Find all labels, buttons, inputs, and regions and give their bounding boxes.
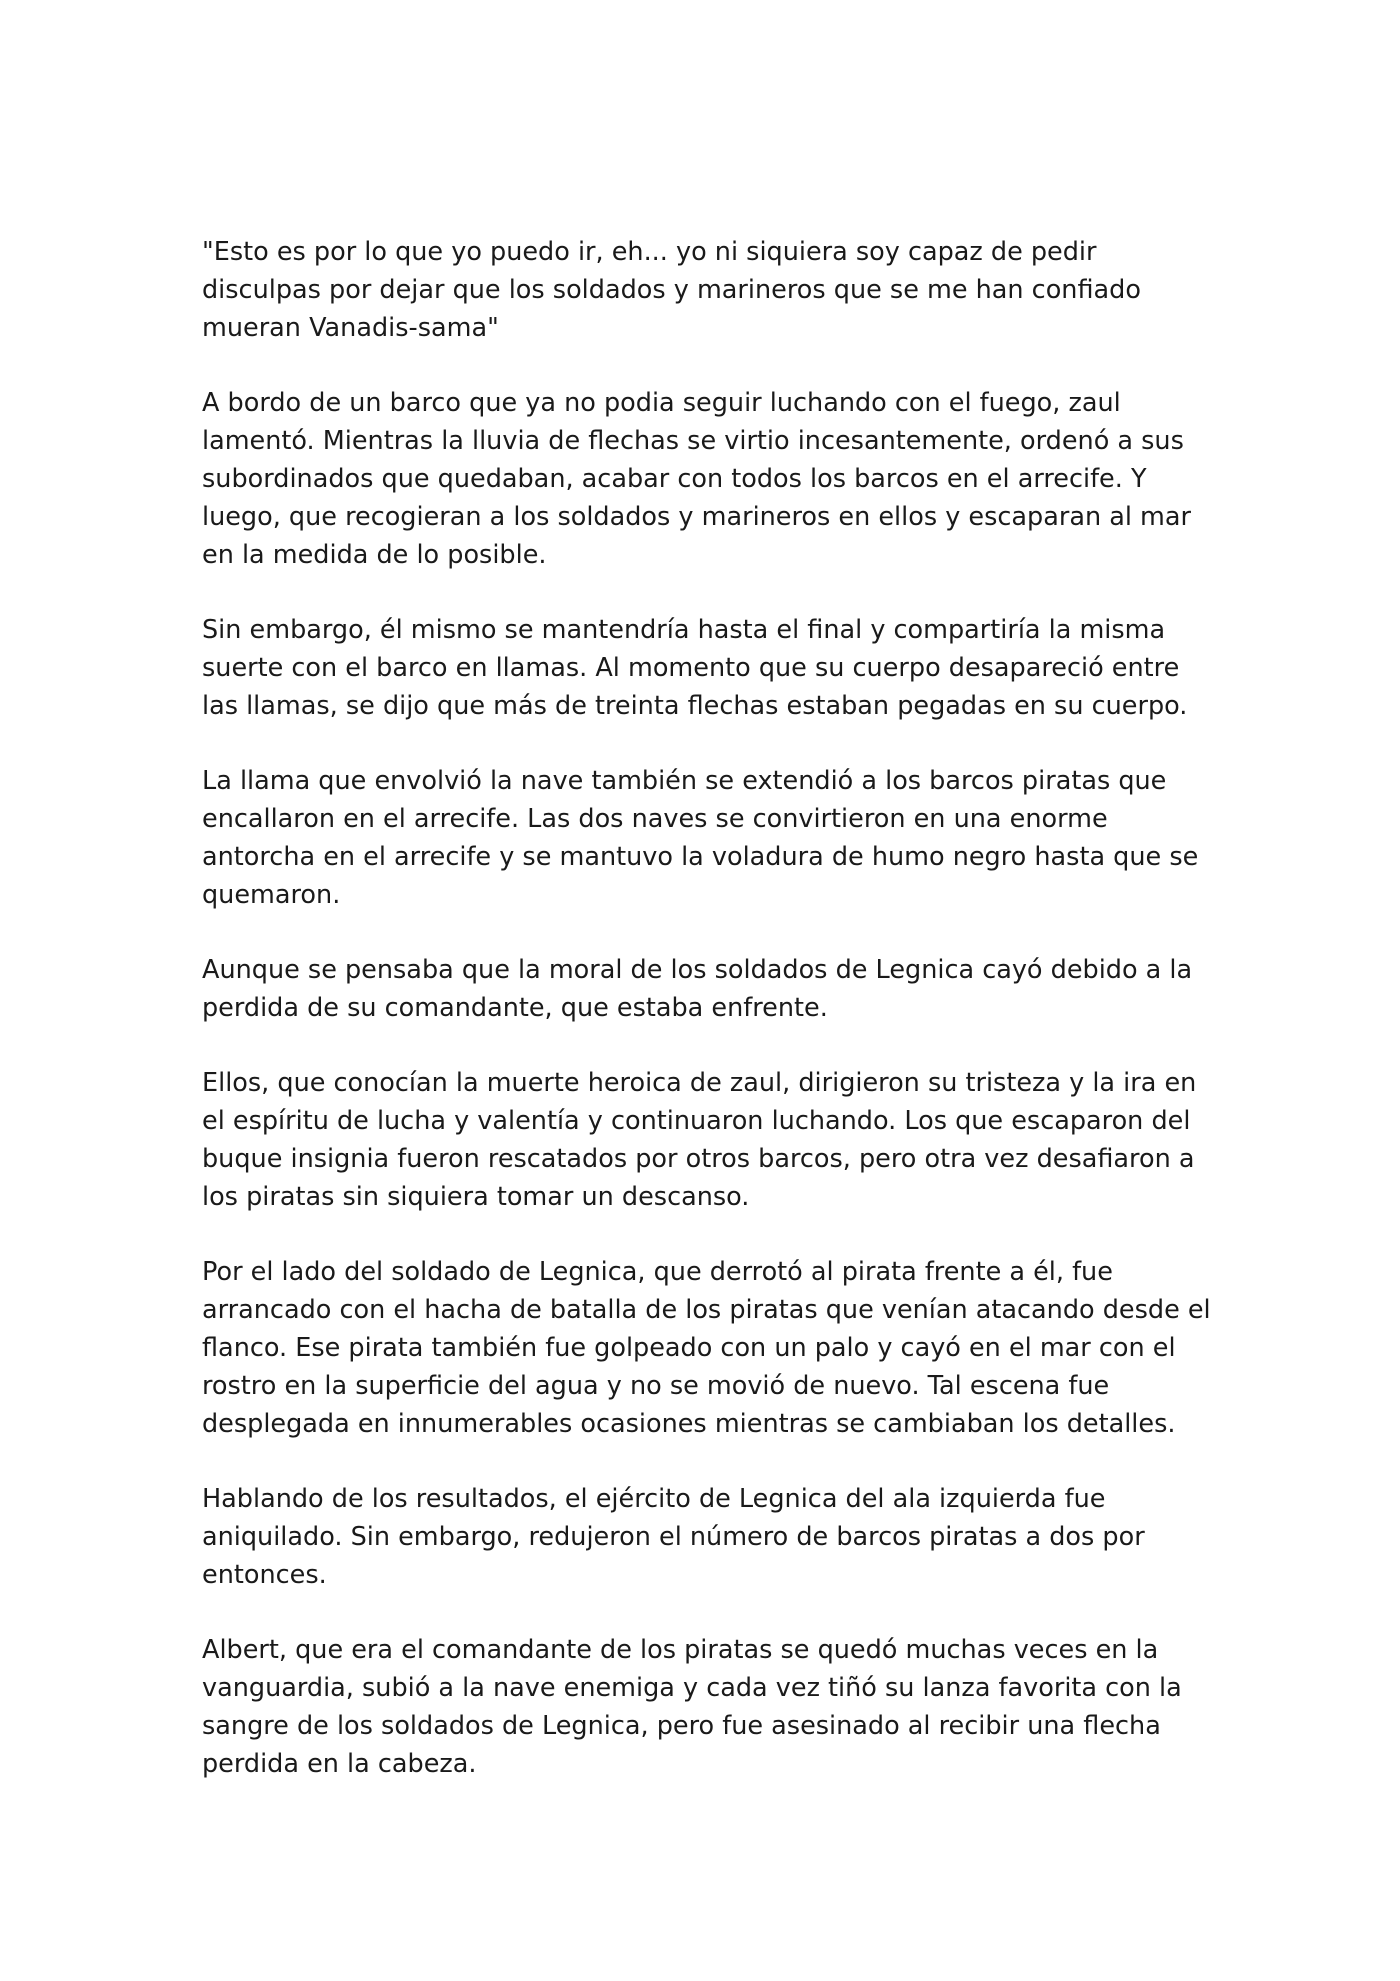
paragraph-9: Albert, que era el comandante de los piratas se quedó muchas veces en la vanguardia, subió a la nave enemiga y cada vez tiñó su lanza favorita con la sangre de los soldados de Legnica, pero fue asesinado al recibir una flecha perdida en la cabeza.	[202, 1635, 1182, 1779]
paragraph-3: Sin embargo, él mismo se mantendría hasta el final y compartiría la misma suerte con el barco en llamas. Al momento que su cuerpo desapareció entre las llamas, se dijo que más de treinta flechas estaban pegadas en su cuerpo.	[202, 615, 1188, 721]
paragraph-4: La llama que envolvió la nave también se extendió a los barcos piratas que encallaron en el arrecife. Las dos naves se convirtieron en una enorme antorcha en el arrecife y se mantuvo la voladura de humo negro hasta que se quemaron.	[202, 766, 1199, 910]
paragraph-7: Por el lado del soldado de Legnica, que derrotó al pirata frente a él, fue arrancado con el hacha de batalla de los piratas que venían atacando desde el flanco. Ese pirata también fue golpeado con un palo y cayó en el mar con el rostro en la superficie del agua y no se movió de nuevo. Tal escena fue desplegada en innumerables ocasiones mientras se cambiaban los detalles.	[202, 1257, 1211, 1439]
paragraph-8: Hablando de los resultados, el ejército de Legnica del ala izquierda fue aniquilado. Sin embargo, redujeron el número de barcos piratas a dos por entonces.	[202, 1484, 1145, 1590]
paragraph-5: Aunque se pensaba que la moral de los soldados de Legnica cayó debido a la perdida de su comandante, que estaba enfrente.	[202, 955, 1193, 1023]
paragraph-1: "Esto es por lo que yo puedo ir, eh... yo ni siquiera soy capaz de pedir disculpas por dejar que los soldados y marineros que se me han confiado mueran Vanadis-sama"	[202, 237, 1141, 343]
paragraph-6: Ellos, que conocían la muerte heroica de zaul, dirigieron su tristeza y la ira en el espíritu de lucha y valentía y continuaron luchando. Los que escaparon del buque insignia fueron rescatados por otros barcos, pero otra vez desafiaron a los piratas sin siquiera tomar un descanso.	[202, 1068, 1197, 1212]
document-body	[202, 233, 1214, 1820]
paragraph-2: A bordo de un barco que ya no podia seguir luchando con el fuego, zaul lamentó. Mientras la lluvia de flechas se virtio incesantemente, ordenó a sus subordinados que quedaban, acabar con todos los barcos en el arrecife. Y luego, que recogieran a los soldados y marineros en ellos y escaparan al mar en la medida de lo posible.	[202, 388, 1191, 570]
